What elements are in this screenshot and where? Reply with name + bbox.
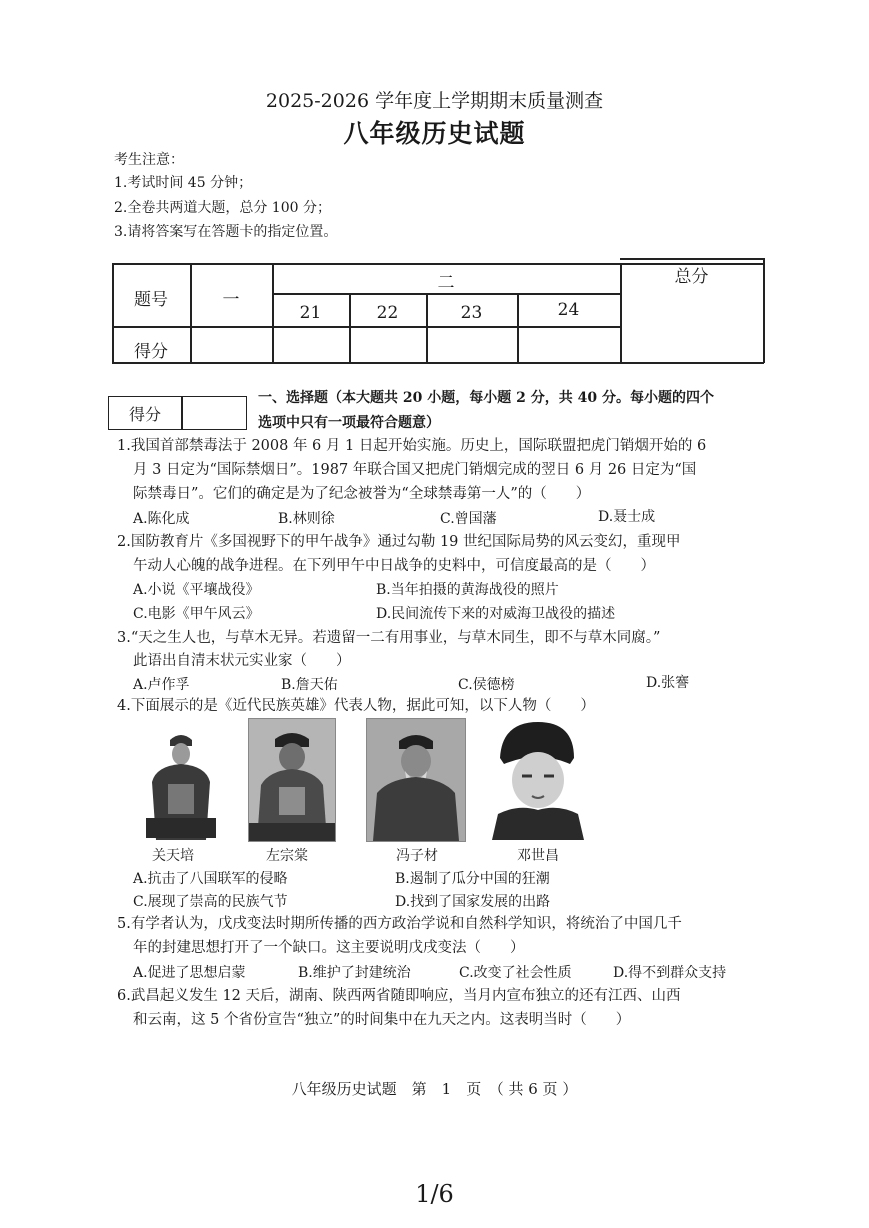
sub-question-number: 23 — [460, 303, 483, 323]
question-text: 际禁毒日”。它们的确定是为了纪念被誉为“全球禁毒第一人”的（ ） — [133, 486, 591, 502]
portrait-caption: 左宗棠 — [266, 848, 308, 864]
portrait-deng-shichang — [488, 718, 586, 840]
question-text: 3.“天之生人也，与草木无异。若遗留一二有用事业，与草木同生，即不与草木同腐。” — [117, 630, 661, 646]
question-text: 5.有学者认为，戊戌变法时期所传播的西方政治学说和自然科学知识，将统治了中国几千 — [117, 916, 682, 932]
notice-heading: 考生注意： — [114, 152, 184, 168]
section-score-label: 得分 — [128, 405, 161, 424]
option: A.陈化成 — [133, 511, 190, 527]
option: B.遏制了瓜分中国的狂潮 — [395, 871, 550, 887]
question-text: 年的封建思想打开了一个缺口。这主要说明戊戌变法（ ） — [133, 940, 525, 956]
question-text: 4.下面展示的是《近代民族英雄》代表人物，据此可知，以下人物（ ） — [117, 698, 595, 714]
notice-item: 1.考试时间 45 分钟； — [114, 175, 253, 191]
option: D.民间流传下来的对威海卫战役的描述 — [376, 606, 616, 622]
question-text: 2.国防教育片《多国视野下的甲午战争》通过勾勒 19 世纪国际局势的风云变幻，重现甲 — [117, 534, 681, 550]
portrait-feng-zicai — [366, 718, 466, 842]
question-text: 6.武昌起义发生 12 天后，湖南、陕西两省随即响应，当月内宣布独立的还有江西、山西 — [117, 988, 681, 1004]
page-indicator: 1/6 — [415, 1180, 454, 1208]
portrait-guan-tianpei — [142, 722, 220, 840]
question-text: 1.我国首部禁毒法于 2008 年 6 月 1 日起开始实施。历史上，国际联盟把虎门销烟开始的 6 — [117, 438, 707, 454]
question-text: 此语出自清末状元实业家（ ） — [133, 653, 351, 669]
notice-item: 2.全卷共两道大题，总分 100 分； — [114, 200, 331, 216]
part-two-header: 二 — [437, 273, 455, 293]
option: B.维护了封建统治 — [298, 965, 411, 981]
option: B.詹天佑 — [281, 677, 338, 693]
question-text: 月 3 日定为“国际禁烟日”。1987 年联合国又把虎门销烟完成的翌日 6 月 26 日定为“国 — [133, 462, 697, 478]
row-label-question-no: 题号 — [134, 290, 168, 310]
total-header: 总分 — [674, 267, 709, 287]
portrait-caption: 邓世昌 — [517, 848, 559, 864]
portrait-caption: 冯子材 — [396, 848, 438, 864]
portrait-zuo-zongtang — [248, 718, 336, 842]
option: D.张謇 — [646, 675, 690, 691]
option: A.卢作孚 — [133, 677, 190, 693]
score-table — [112, 258, 764, 364]
notice-item: 3.请将答案写在答题卡的指定位置。 — [114, 224, 338, 240]
row-label-score: 得分 — [134, 342, 168, 362]
part-one-header: 一 — [222, 290, 240, 310]
page-footer: 八年级历史试题 第 1 页 （ 共 6 页 ） — [291, 1080, 578, 1098]
option: D.找到了国家发展的出路 — [395, 894, 551, 910]
portrait-caption: 关天培 — [152, 848, 194, 864]
option: B.当年拍摄的黄海战役的照片 — [376, 582, 559, 598]
question-text: 午动人心魄的战争进程。在下列甲午中日战争的史料中，可信度最高的是（ ） — [133, 558, 655, 574]
option: D.得不到群众支持 — [613, 965, 727, 981]
option: D.聂士成 — [598, 509, 656, 525]
section-heading: 一、选择题（本大题共 20 小题，每小题 2 分，共 40 分。每小题的四个 — [258, 390, 714, 406]
option: B.林则徐 — [278, 511, 335, 527]
question-text: 和云南，这 5 个省份宣告“独立”的时间集中在九天之内。这表明当时（ ） — [133, 1012, 631, 1028]
section-heading: 选项中只有一项最符合题意） — [258, 415, 440, 431]
section-score-box — [108, 396, 247, 430]
option: C.曾国藩 — [440, 511, 497, 527]
option: C.电影《甲午风云》 — [133, 606, 260, 622]
option: A.小说《平壤战役》 — [133, 582, 260, 598]
sub-question-number: 24 — [557, 300, 580, 320]
exam-title: 2025-2026 学年度上学期期末质量测查 — [265, 90, 604, 112]
option: A.促进了思想启蒙 — [133, 965, 246, 981]
option: C.展现了崇高的民族气节 — [133, 894, 288, 910]
option: C.侯德榜 — [458, 677, 515, 693]
sub-question-number: 22 — [376, 303, 399, 323]
option: C.改变了社会性质 — [459, 965, 572, 981]
sub-question-number: 21 — [299, 303, 322, 323]
exam-subtitle: 八年级历史试题 — [343, 119, 526, 148]
option: A.抗击了八国联军的侵略 — [133, 871, 288, 887]
